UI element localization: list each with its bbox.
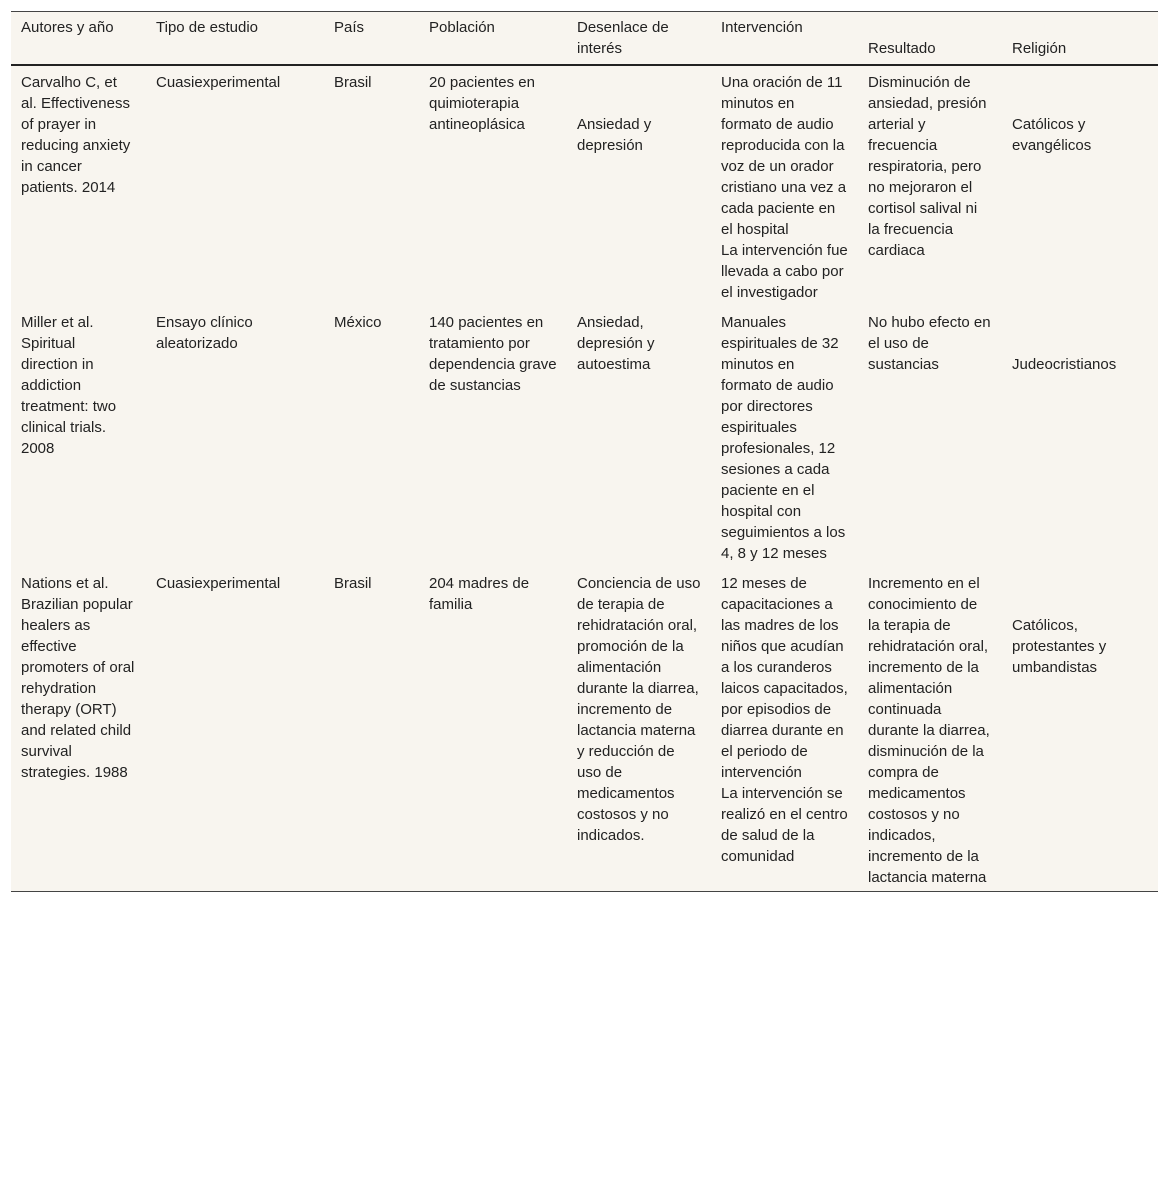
cell-resultado: No hubo efecto en el uso de sustancias xyxy=(868,314,991,373)
header-intervencion: Intervención xyxy=(711,12,858,65)
cell-desenlace: Ansiedad, depresión y autoestima xyxy=(577,314,655,373)
studies-table xyxy=(11,12,1158,891)
studies-table-container xyxy=(11,11,1158,892)
cell-autores: Nations et al. Brazilian popular healers as effective promoters of oral rehydration therapy (ORT) and related child survival strategies. 1988 xyxy=(21,575,135,781)
cell-tipo-estudio: Cuasiexperimental xyxy=(156,575,281,592)
header-desenlace: Desenlace de interés xyxy=(567,12,711,65)
intervencion-paragraph: La intervención fue llevada a cabo por el investigador xyxy=(721,242,848,301)
header-resultado: Resultado xyxy=(858,12,1002,65)
cell-resultado: Disminución de ansiedad, presión arterial y frecuencia respiratoria, pero no mejoraron el cortisol salival ni la frecuencia cardiaca xyxy=(868,74,987,259)
cell-intervencion xyxy=(711,306,858,567)
cell-desenlace: Ansiedad y depresión xyxy=(577,116,652,154)
cell-poblacion: 204 madres de familia xyxy=(429,575,530,613)
cell-pais: México xyxy=(334,314,382,331)
cell-religion: Católicos y evangélicos xyxy=(1012,116,1092,154)
header-poblacion: Población xyxy=(419,12,567,65)
cell-intervencion xyxy=(711,567,858,891)
cell-poblacion: 20 pacientes en quimioterapia antineoplásica xyxy=(429,74,535,133)
table-row xyxy=(11,306,1158,567)
table-row xyxy=(11,567,1158,891)
cell-tipo-estudio: Ensayo clínico aleatorizado xyxy=(156,314,253,352)
cell-religion: Católicos, protestantes y umbandistas xyxy=(1012,617,1107,676)
header-autores: Autores y año xyxy=(11,12,146,65)
cell-autores: Carvalho C, et al. Effectiveness of prayer in reducing anxiety in cancer patients. 2014 xyxy=(21,74,131,196)
intervencion-paragraph: Una oración de 11 minutos en formato de audio reproducida con la voz de un orador cristiano una vez a cada paciente en el hospital xyxy=(721,74,847,238)
header-tipo-estudio: Tipo de estudio xyxy=(146,12,324,65)
cell-poblacion: 140 pacientes en tratamiento por dependencia grave de sustancias xyxy=(429,314,557,394)
cell-desenlace: Conciencia de uso de terapia de rehidratación oral, promoción de la alimentación durante la diarrea, incremento de lactancia materna y reducción de uso de medicamentos costosos y no indicados. xyxy=(577,575,701,844)
header-row xyxy=(11,12,1158,65)
header-pais: País xyxy=(324,12,419,65)
cell-tipo-estudio: Cuasiexperimental xyxy=(156,74,281,91)
cell-resultado: Incremento en el conocimiento de la terapia de rehidratación oral, incremento de la alimentación continuada durante la diarrea, disminución de la compra de medicamentos costosos y no indicados, incremento de la lactancia materna xyxy=(868,575,990,886)
intervencion-paragraph: La intervención se realizó en el centro de salud de la comunidad xyxy=(721,785,848,865)
intervencion-paragraph: Manuales espirituales de 32 minutos en formato de audio por directores espirituales profesionales, 12 sesiones a cada paciente en el hospital con seguimientos a los 4, 8 y 12 meses xyxy=(721,314,846,562)
intervencion-paragraph: 12 meses de capacitaciones a las madres de los niños que acudían a los curanderos laicos capacitados, por episodios de diarrea durante en el periodo de intervención xyxy=(721,575,848,781)
cell-pais: Brasil xyxy=(334,575,372,592)
header-religion: Religión xyxy=(1002,12,1158,65)
cell-intervencion xyxy=(711,65,858,306)
cell-religion: Judeocristianos xyxy=(1012,356,1117,373)
cell-pais: Brasil xyxy=(334,74,372,91)
table-row xyxy=(11,65,1158,306)
cell-autores: Miller et al. Spiritual direction in addiction treatment: two clinical trials. 2008 xyxy=(21,314,117,457)
